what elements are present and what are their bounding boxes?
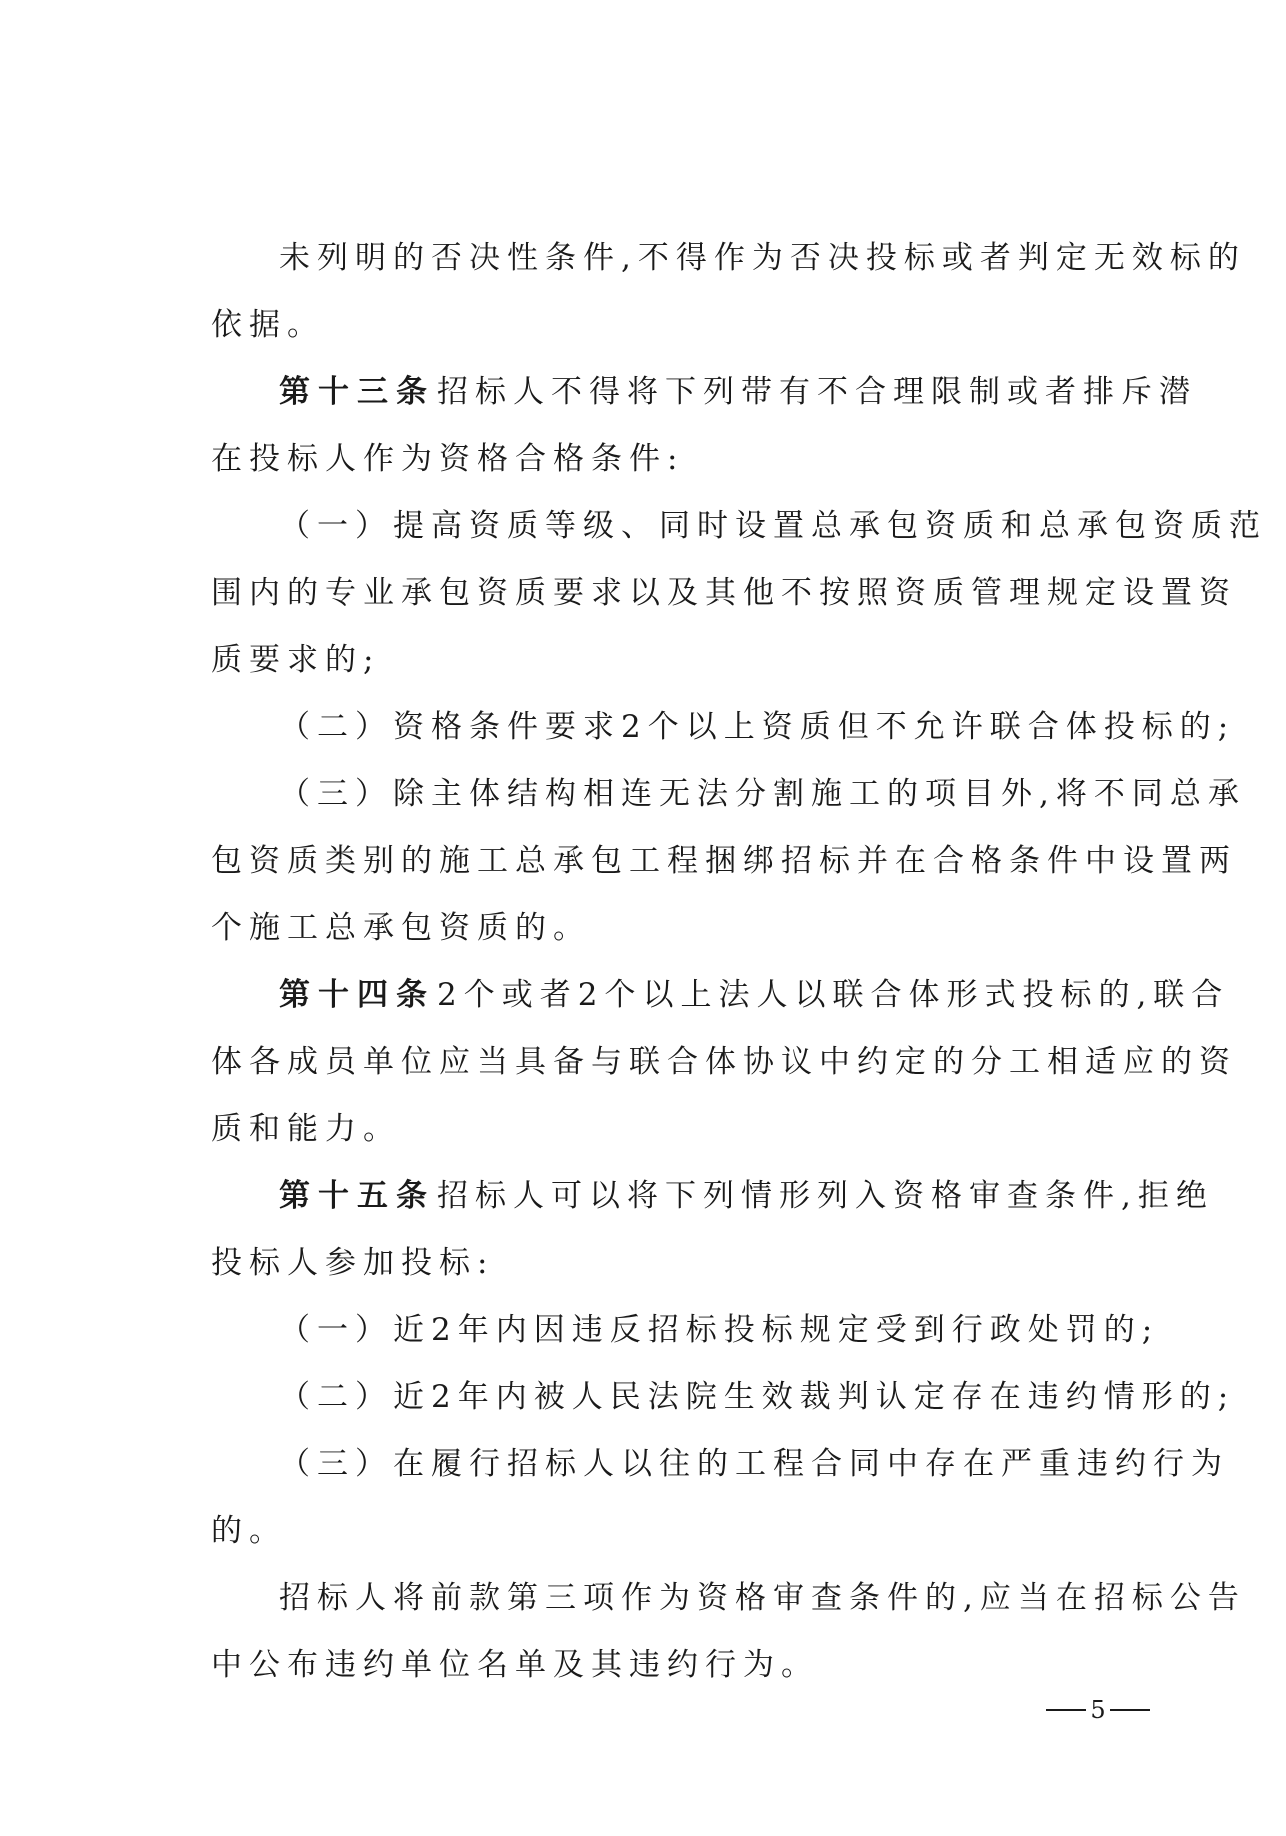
paragraph-line: 招标人将前款第三项作为资格审查条件的,应当在招标公告 bbox=[279, 1580, 1246, 1616]
article-14-line bbox=[211, 962, 1230, 1029]
paragraph-line: 投标人参加投标: bbox=[211, 1245, 495, 1281]
item-line: （三）除主体结构相连无法分割施工的项目外,将不同总承 bbox=[279, 776, 1246, 812]
article-13-text: 招标人不得将下列带有不合理限制或者排斥潜 bbox=[437, 374, 1197, 410]
body-text bbox=[211, 225, 1267, 1699]
paragraph-line: 未列明的否决性条件,不得作为否决投标或者判定无效标的 bbox=[279, 240, 1246, 276]
item-line: 的。 bbox=[211, 1513, 287, 1549]
article-15-text: 招标人可以将下列情形列入资格审查条件,拒绝 bbox=[437, 1178, 1214, 1214]
paragraph-line: 在投标人作为资格合格条件: bbox=[211, 441, 685, 477]
article-13-heading: 第十三条 bbox=[279, 374, 435, 410]
paragraph-line: 体各成员单位应当具备与联合体协议中约定的分工相适应的资 bbox=[211, 1044, 1237, 1080]
page-number-dash-left bbox=[1046, 1709, 1086, 1711]
item-line: （二）近2年内被人民法院生效裁判认定存在违约情形的; bbox=[279, 1379, 1236, 1415]
paragraph-line: 依据。 bbox=[211, 307, 325, 343]
paragraph-line: 中公布违约单位名单及其违约行为。 bbox=[211, 1647, 819, 1683]
paragraph-line: 质和能力。 bbox=[211, 1111, 401, 1147]
item-line: 个施工总承包资质的。 bbox=[211, 910, 591, 946]
item-line: （三）在履行招标人以往的工程合同中存在严重违约行为 bbox=[279, 1446, 1229, 1482]
article-14-text: 2个或者2个以上法人以联合体形式投标的,联合 bbox=[437, 977, 1230, 1013]
page-number-dash-right bbox=[1110, 1709, 1150, 1711]
item-line: 质要求的; bbox=[211, 642, 381, 678]
item-line: （一）近2年内因违反招标投标规定受到行政处罚的; bbox=[279, 1312, 1160, 1348]
item-line: 围内的专业承包资质要求以及其他不按照资质管理规定设置资 bbox=[211, 575, 1237, 611]
item-line: （一）提高资质等级、同时设置总承包资质和总承包资质范 bbox=[279, 508, 1267, 544]
item-line: 包资质类别的施工总承包工程捆绑招标并在合格条件中设置两 bbox=[211, 843, 1237, 879]
item-line: （二）资格条件要求2个以上资质但不允许联合体投标的; bbox=[279, 709, 1236, 745]
article-14-heading: 第十四条 bbox=[279, 977, 435, 1013]
article-15-heading: 第十五条 bbox=[279, 1178, 435, 1214]
article-13-line bbox=[211, 359, 1197, 426]
page-number-value: 5 bbox=[1090, 1696, 1106, 1724]
page-number bbox=[1044, 1690, 1152, 1730]
article-15-line bbox=[211, 1163, 1214, 1230]
